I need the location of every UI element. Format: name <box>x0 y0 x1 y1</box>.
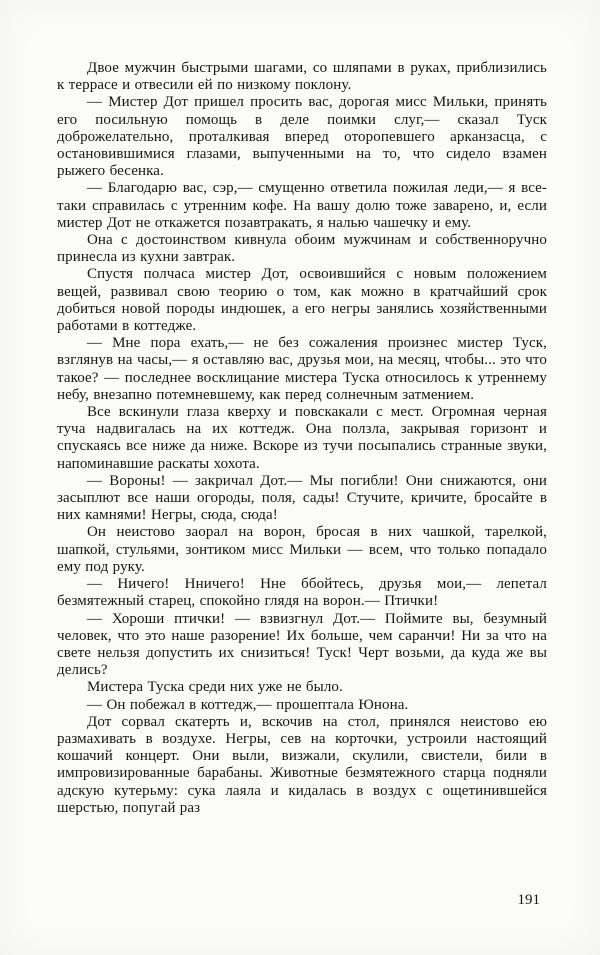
paragraph: — Ничего! Нничего! Нне ббойтесь, друзья мои,— лепетал безмятежный старец, спокойно глядя на ворон.— Птички! <box>57 576 547 610</box>
paragraph: — Вороны! — закричал Дот.— Мы погибли! Они снижаются, они засыплют все наши огороды, поля, сады! Стучите, кричите, бросайте в них камнями! Негры, сюда, сюда! <box>57 472 547 524</box>
paragraph: — Мне пора ехать,— не без сожаления произнес мистер Туск, взглянув на часы,— я оставляю вас, друзья мои, на месяц, чтобы... это что такое? — последнее восклицание мистера Туска относилось к утреннему небу, внезапно потемневшему, как перед солнечным затмением. <box>57 335 547 403</box>
paragraph: — Благодарю вас, сэр,— смущенно ответила пожилая леди,— я все-таки справилась с утренним кофе. На вашу долю тоже заварено, и, если мистер Дот не откажется позавтракать, я налью чашечку и ему. <box>57 180 547 231</box>
paragraph: — Он побежал в коттедж,— прошептала Юнона. <box>87 696 409 713</box>
paragraph: Двое мужчин быстрыми шагами, со шляпами в руках, приблизились к террасе и отвесили ей по низкому поклону. <box>57 60 547 94</box>
page-number: 191 <box>517 892 540 908</box>
paragraph: Он неистово заорал на ворон, бросая в них чашкой, тарелкой, шапкой, стульями, зонтиком мисс Мильки — всем, что только попадало ему под руку. <box>57 524 547 575</box>
paragraph: Мистера Туска среди них уже не было. <box>87 679 343 696</box>
paragraph: Все вскинули глаза кверху и повскакали с мест. Огромная черная туча надвигалась на их коттедж. Она ползла, закрывая горизонт и спускаясь все ниже да ниже. Вскоре из тучи посыпались странные звуки, напоминавшие раскаты хохота. <box>57 404 547 472</box>
page-text <box>57 60 547 817</box>
paragraph: — Мистер Дот пришел просить вас, дорогая мисс Мильки, принять его посильную помощь в деле поимки слуг,— сказал Туск доброжелательно, проталкивая вперед оторопевшего арканзасца, с остановившимися глазами, выпученными на то, что сидело взамен рыжего бесенка. <box>57 94 547 180</box>
paragraph: Спустя полчаса мистер Дот, освоившийся с новым положением вещей, развивал свою теорию о том, как можно в кратчайший срок добиться новой породы индюшек, а его негры занялись хозяйственными работами в коттедже. <box>57 266 547 335</box>
paragraph: Дот сорвал скатерть и, вскочив на стол, принялся неистово ею размахивать в воздухе. Негры, сев на корточки, устроили настоящий кошачий концерт. Они выли, визжали, скулили, свистели, били в импровизированные барабаны. Животные безмятежного старца подняли адскую кутерьму: сука лаяла и кидалась в воздух с ощетинившейся шерстью, попугай раз <box>57 713 547 816</box>
paragraph: Она с достоинством кивнула обоим мужчинам и собственноручно принесла из кухни завтрак. <box>57 232 547 266</box>
paragraph: — Хороши птички! — взвизгнул Дот.— Поймите вы, безумный человек, что это наше разорение! Их больше, чем саранчи! Ни за что на свете нельзя допустить их снизиться! Туск! Черт возьми, да куда же вы делись? <box>57 610 547 679</box>
